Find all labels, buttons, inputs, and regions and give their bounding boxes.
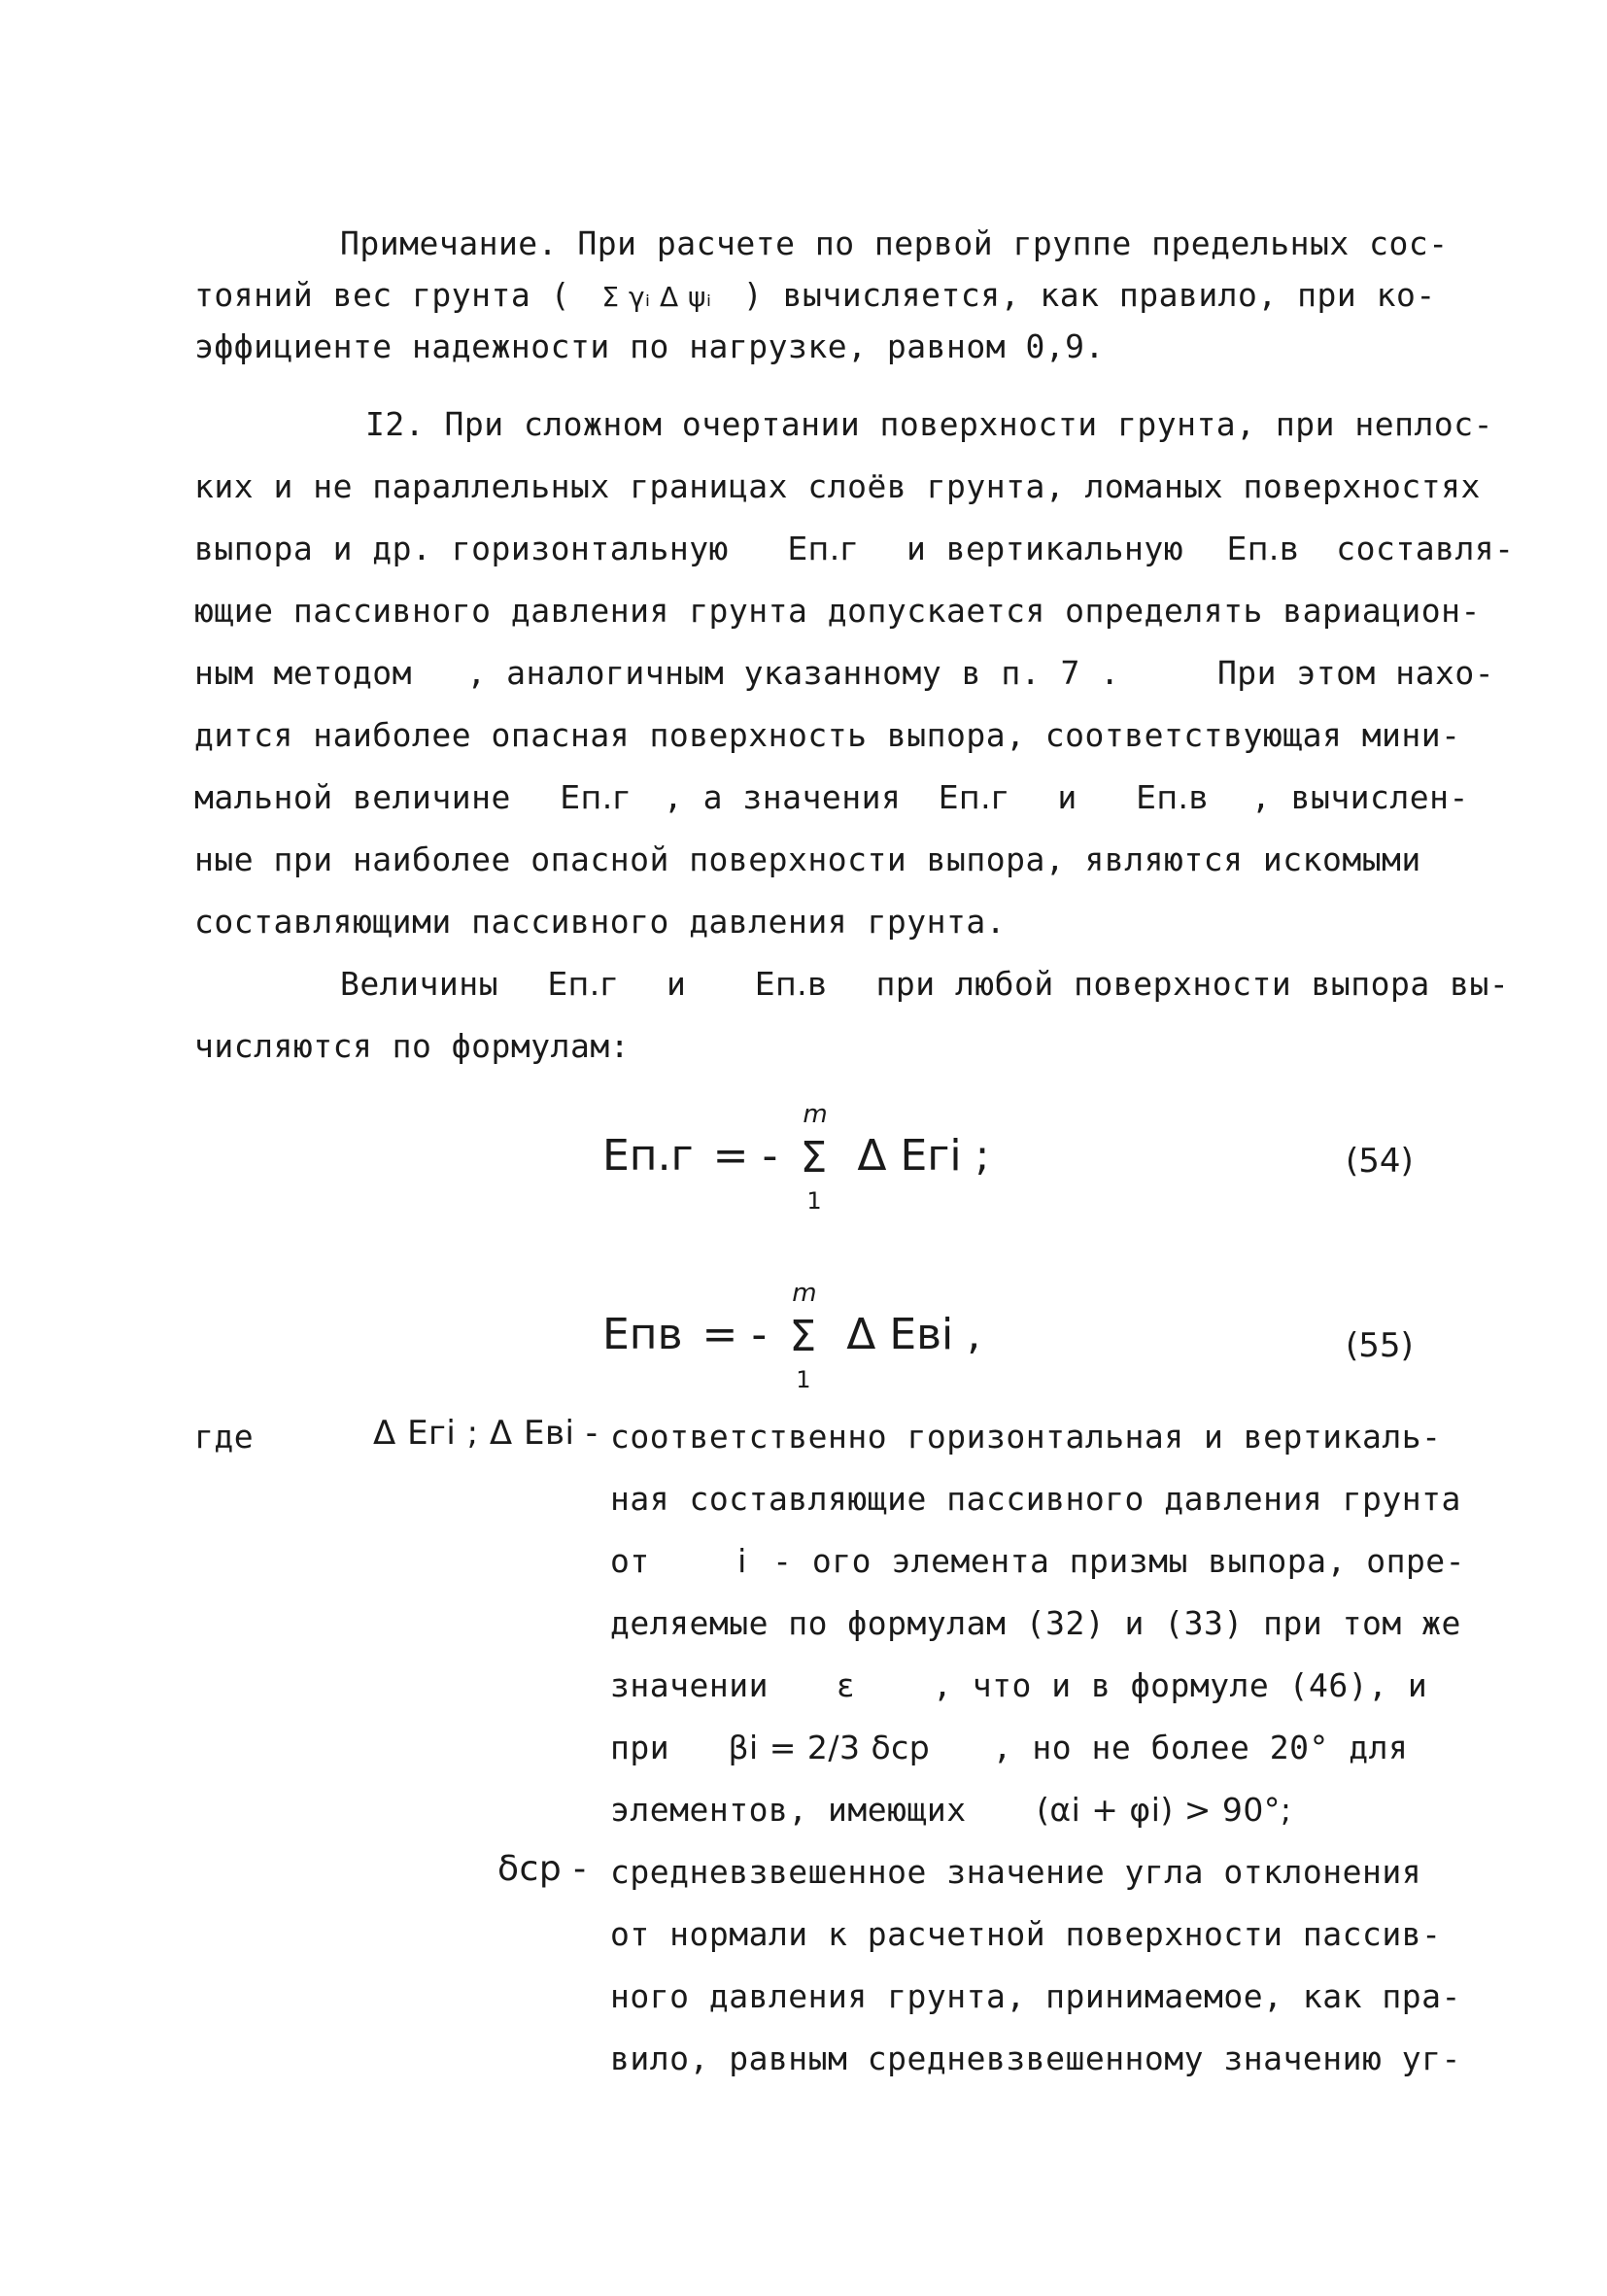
- para12-l5-text-a: ным методом: [194, 654, 413, 692]
- formula-54: [602, 1100, 990, 1215]
- formula-54-sum: Σ m 1: [800, 1100, 828, 1215]
- note-line-2: [194, 276, 1436, 314]
- values-l1-symbol-1: Eп.г: [547, 965, 618, 1003]
- formula-55-term: Δ Eвi ,: [846, 1310, 981, 1359]
- formula-55-sum: Σ m 1: [789, 1279, 817, 1393]
- where-d7-text-a: элементов, имеющих: [610, 1791, 967, 1829]
- where-d6: [610, 1731, 1408, 1764]
- where-label: где: [194, 1418, 255, 1456]
- formula-55-sum-upper: m: [792, 1279, 817, 1308]
- where-e2: от нормали к расчетной поверхности пассив-: [610, 1915, 1442, 1953]
- note-line-3: эффициенте надежности по нагрузке, равном 0,9.: [194, 327, 1105, 365]
- para12-line-2: ких и не параллельных границах слоёв грунта, ломаных поверхностях: [194, 467, 1481, 505]
- para12-line-4: ющие пассивного давления грунта допускается определять вариацион-: [194, 592, 1481, 630]
- where-e1: средневзвешенное значение угла отклонения: [610, 1853, 1422, 1891]
- formula-55-equals: = -: [701, 1310, 768, 1359]
- where-d3: [610, 1542, 1466, 1580]
- values-l1-symbol-2: Eп.в: [754, 965, 828, 1003]
- values-line-2: числяются по формулам:: [194, 1027, 631, 1065]
- para12-l7-symbol-1: Eп.г: [560, 778, 631, 816]
- para12-l7-text-a: мальной величине: [194, 778, 511, 816]
- para12-line-8: ные при наиболее опасной поверхности выпора, являются искомыми: [194, 840, 1421, 878]
- values-l1-text-c: при любой поверхности выпора вы-: [875, 965, 1510, 1003]
- values-l1-text-a: Величины: [340, 965, 498, 1003]
- para12-l3-symbol-epv: Eп.в: [1226, 530, 1299, 567]
- where-d7: [610, 1791, 1292, 1829]
- para12-line-3: [194, 532, 1515, 565]
- where-d5-symbol: ε: [837, 1666, 855, 1704]
- para12-l7-text-c: и: [1057, 778, 1077, 816]
- where-d1: соответственно горизонтальная и вертикаль-: [610, 1418, 1442, 1456]
- para12-l7-symbol-2: Eп.г: [938, 778, 1009, 816]
- para12-l3-text-c: составля-: [1336, 530, 1515, 567]
- para12-l3-text-a: выпора и др. горизонтальную: [194, 530, 729, 567]
- para12-l5-text-c: При этом нахо-: [1216, 654, 1495, 692]
- para12-l3-symbol-eph: Eп.г: [787, 530, 858, 567]
- where-d2: ная составляющие пассивного давления грунта: [610, 1480, 1461, 1518]
- where-d6-text-b: , но не более 20° для: [992, 1729, 1409, 1766]
- para12-l5-text-b: , аналогичным указанному в п. 7 .: [466, 654, 1120, 692]
- formula-55-lhs: Eпв: [602, 1310, 683, 1359]
- para12-line-5: [194, 654, 1495, 692]
- where-d5: [610, 1666, 1428, 1704]
- where-e4: вило, равным средневзвешенному значению уг-: [610, 2039, 1461, 2077]
- para12-line-9: составляющими пассивного давления грунта.: [194, 903, 1007, 941]
- formula-55-number: (55): [1346, 1326, 1414, 1365]
- values-line-1: [340, 965, 1510, 1003]
- formula-54-lhs: Eп.г: [602, 1131, 694, 1181]
- formula-54-number: (54): [1346, 1142, 1414, 1181]
- where-symbol-2: δср -: [497, 1849, 587, 1889]
- formula-55-sum-lower: 1: [796, 1366, 811, 1393]
- where-d7-symbol: (αi + φi) > 90°;: [1037, 1791, 1292, 1829]
- where-d3-text-b: - ого элемента призмы выпора, опре-: [772, 1542, 1466, 1580]
- para12-l7-text-d: , вычислен-: [1250, 778, 1469, 816]
- where-e3: ного давления грунта, принимаемое, как пра-: [610, 1977, 1461, 2015]
- note-line-2-text-b: ) вычисляется, как правило, при ко-: [742, 276, 1436, 314]
- para12-line-6: дится наиболее опасная поверхность выпора, соответствующая мини-: [194, 716, 1461, 754]
- where-d3-text-a: от: [610, 1542, 650, 1580]
- where-d3-symbol: i: [737, 1542, 747, 1580]
- where-d6-text-a: при: [610, 1729, 670, 1766]
- where-d6-symbol: βi = 2/3 δср: [728, 1729, 931, 1766]
- formula-54-term: Δ Eгi ;: [857, 1131, 990, 1181]
- para12-l7-text-b: , а значения: [663, 778, 902, 816]
- formula-55: [602, 1279, 981, 1393]
- where-d4: деляемые по формулам (32) и (33) при том же: [610, 1604, 1461, 1642]
- note-inline-formula: Σ γᵢ Δ ψᵢ: [601, 281, 712, 313]
- note-line-2-text-a: тояний вес грунта (: [194, 276, 570, 314]
- para12-l3-text-b: и вертикальную: [906, 530, 1184, 567]
- where-symbol-1: Δ Eгi ; Δ Eвi -: [373, 1414, 598, 1453]
- formula-54-sum-lower: 1: [806, 1187, 822, 1215]
- where-d5-text-b: , что и в формуле (46), и: [933, 1666, 1428, 1704]
- where-d5-text-a: значении: [610, 1666, 769, 1704]
- para12-l7-symbol-3: Eп.в: [1136, 778, 1209, 816]
- note-line-1: Примечание. При расчете по первой группе предельных сос-: [340, 224, 1449, 262]
- formula-54-sum-upper: m: [803, 1100, 828, 1129]
- para12-line-7: [194, 778, 1469, 816]
- para12-line-1: I2. При сложном очертании поверхности грунта, при неплос-: [365, 405, 1493, 443]
- values-l1-text-b: и: [666, 965, 687, 1003]
- formula-54-equals: = -: [712, 1131, 778, 1181]
